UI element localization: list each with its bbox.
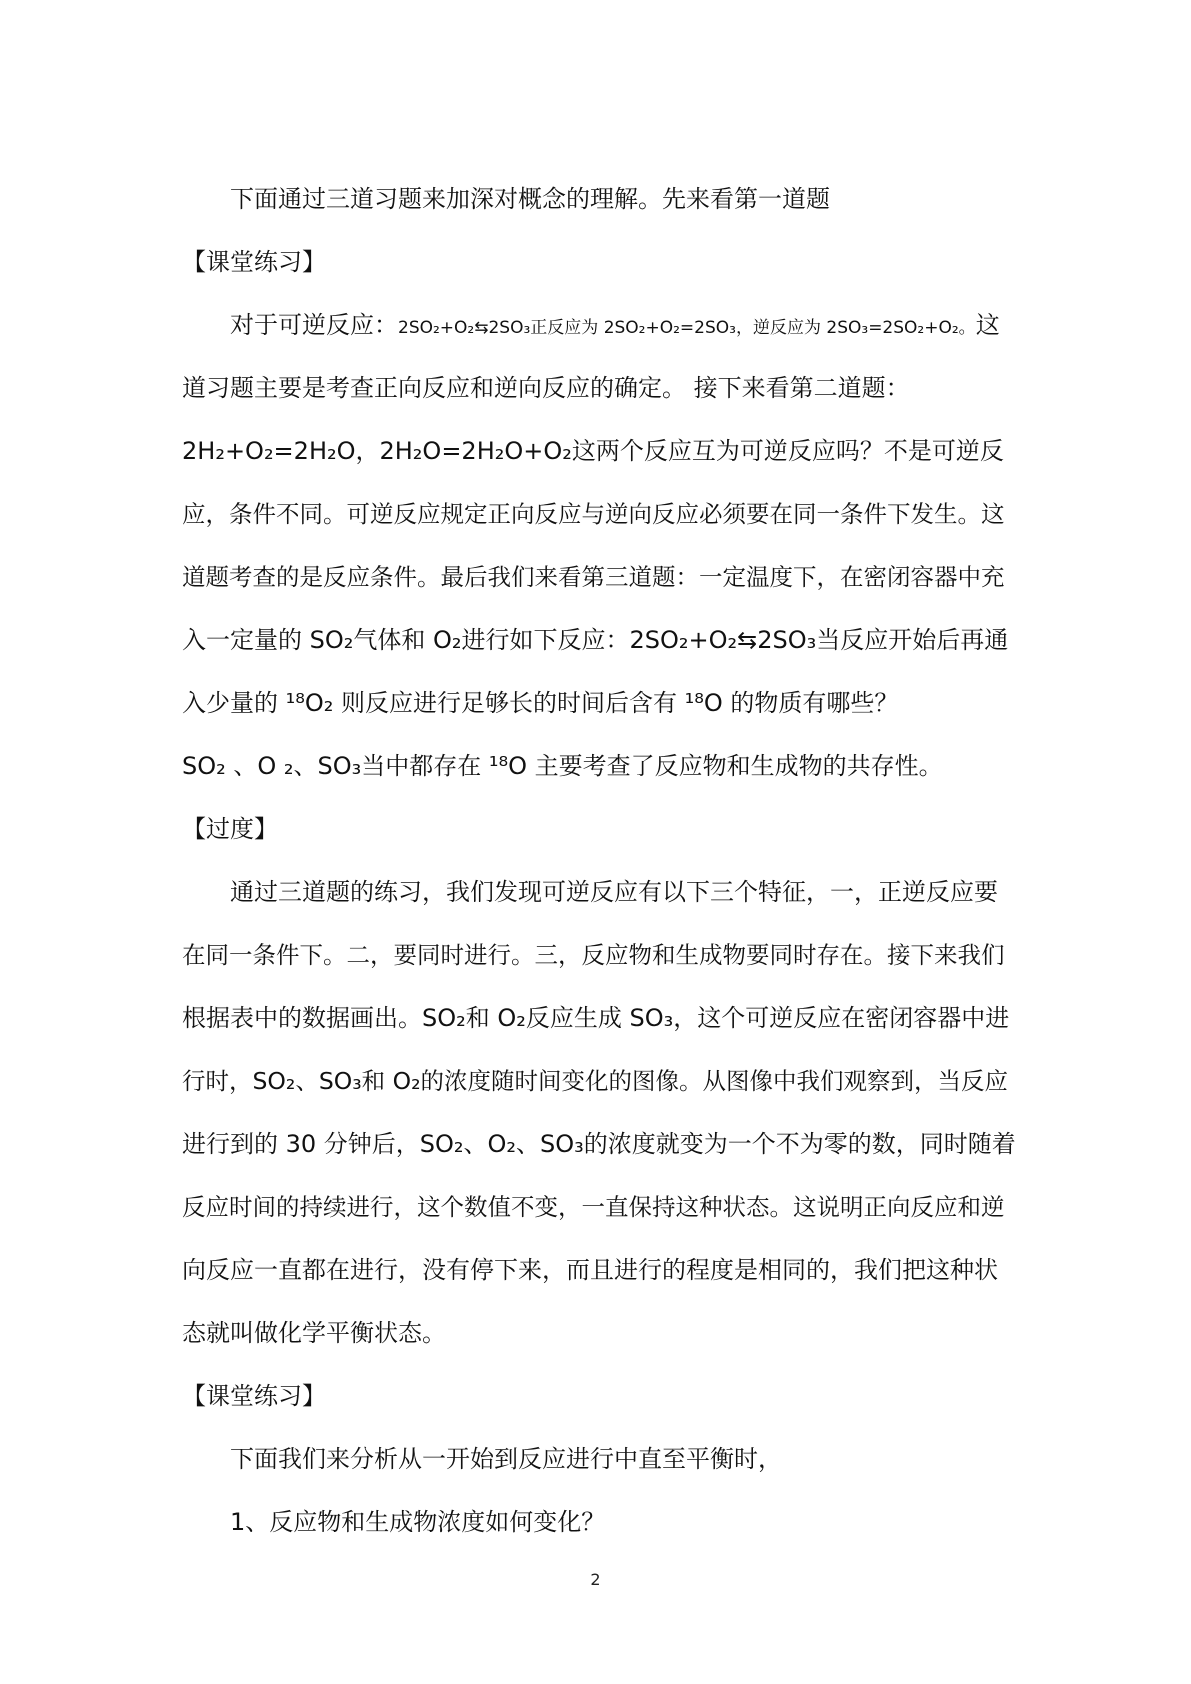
- paragraph-line: 下面我们来分析从一开始到反应进行中直至平衡时，: [230, 1445, 782, 1473]
- paragraph-line: 入少量的 ¹⁸O₂ 则反应进行足够长的时间后含有 ¹⁸O 的物质有哪些？: [182, 689, 899, 717]
- section-heading: 【课堂练习】: [182, 248, 326, 276]
- page-number: 2: [590, 1570, 601, 1589]
- paragraph-line: 1、反应物和生成物浓度如何变化？: [230, 1508, 606, 1536]
- paragraph-line: 反应时间的持续进行，这个数值不变，一直保持这种状态。这说明正向反应和逆: [182, 1193, 1005, 1221]
- text-segment: 这: [975, 311, 1000, 339]
- paragraph-line: [182, 294, 1020, 357]
- paragraph-line: 下面通过三道习题来加深对概念的理解。先来看第一道题: [230, 185, 830, 213]
- text-segment: 对于可逆反应：: [230, 311, 398, 339]
- paragraph-line: 道习题主要是考查正向反应和逆向反应的确定。 接下来看第二道题：: [182, 374, 910, 402]
- paragraph-line: 向反应一直都在进行，没有停下来，而且进行的程度是相同的，我们把这种状: [182, 1256, 998, 1284]
- section-heading: 【课堂练习】: [182, 1382, 326, 1410]
- paragraph-line: 通过三道题的练习，我们发现可逆反应有以下三个特征，一，正逆反应要: [230, 878, 998, 906]
- document-page: [182, 168, 1020, 1554]
- paragraph-line: 2H₂+O₂=2H₂O，2H₂O=2H₂O+O₂这两个反应互为可逆反应吗？不是可逆反: [182, 437, 1004, 465]
- paragraph-line: 态就叫做化学平衡状态。: [182, 1319, 446, 1347]
- paragraph-line: 入一定量的 SO₂气体和 O₂进行如下反应：2SO₂+O₂⇆2SO₃当反应开始后再通: [182, 626, 1009, 654]
- equation-text: 2SO₂+O₂⇆2SO₃正反应为 2SO₂+O₂=2SO₃，逆反应为 2SO₃=2SO₂+O₂。: [398, 318, 976, 338]
- paragraph-line: SO₂ 、O ₂、SO₃当中都存在 ¹⁸O 主要考查了反应物和生成物的共存性。: [182, 752, 943, 780]
- paragraph-line: 根据表中的数据画出。SO₂和 O₂反应生成 SO₃，这个可逆反应在密闭容器中进: [182, 1004, 1010, 1032]
- paragraph-line: 行时，SO₂、SO₃和 O₂的浓度随时间变化的图像。从图像中我们观察到，当反应: [182, 1067, 1009, 1095]
- paragraph-line: 道题考查的是反应条件。最后我们来看第三道题：一定温度下，在密闭容器中充: [182, 563, 1005, 591]
- paragraph-line: 应，条件不同。可逆反应规定正向反应与逆向反应必须要在同一条件下发生。这: [182, 500, 1005, 528]
- paragraph-line: 在同一条件下。二，要同时进行。三，反应物和生成物要同时存在。接下来我们: [182, 941, 1005, 969]
- section-heading: 【过度】: [182, 815, 278, 843]
- paragraph-line: 进行到的 30 分钟后，SO₂、O₂、SO₃的浓度就变为一个不为零的数，同时随着: [182, 1130, 1016, 1158]
